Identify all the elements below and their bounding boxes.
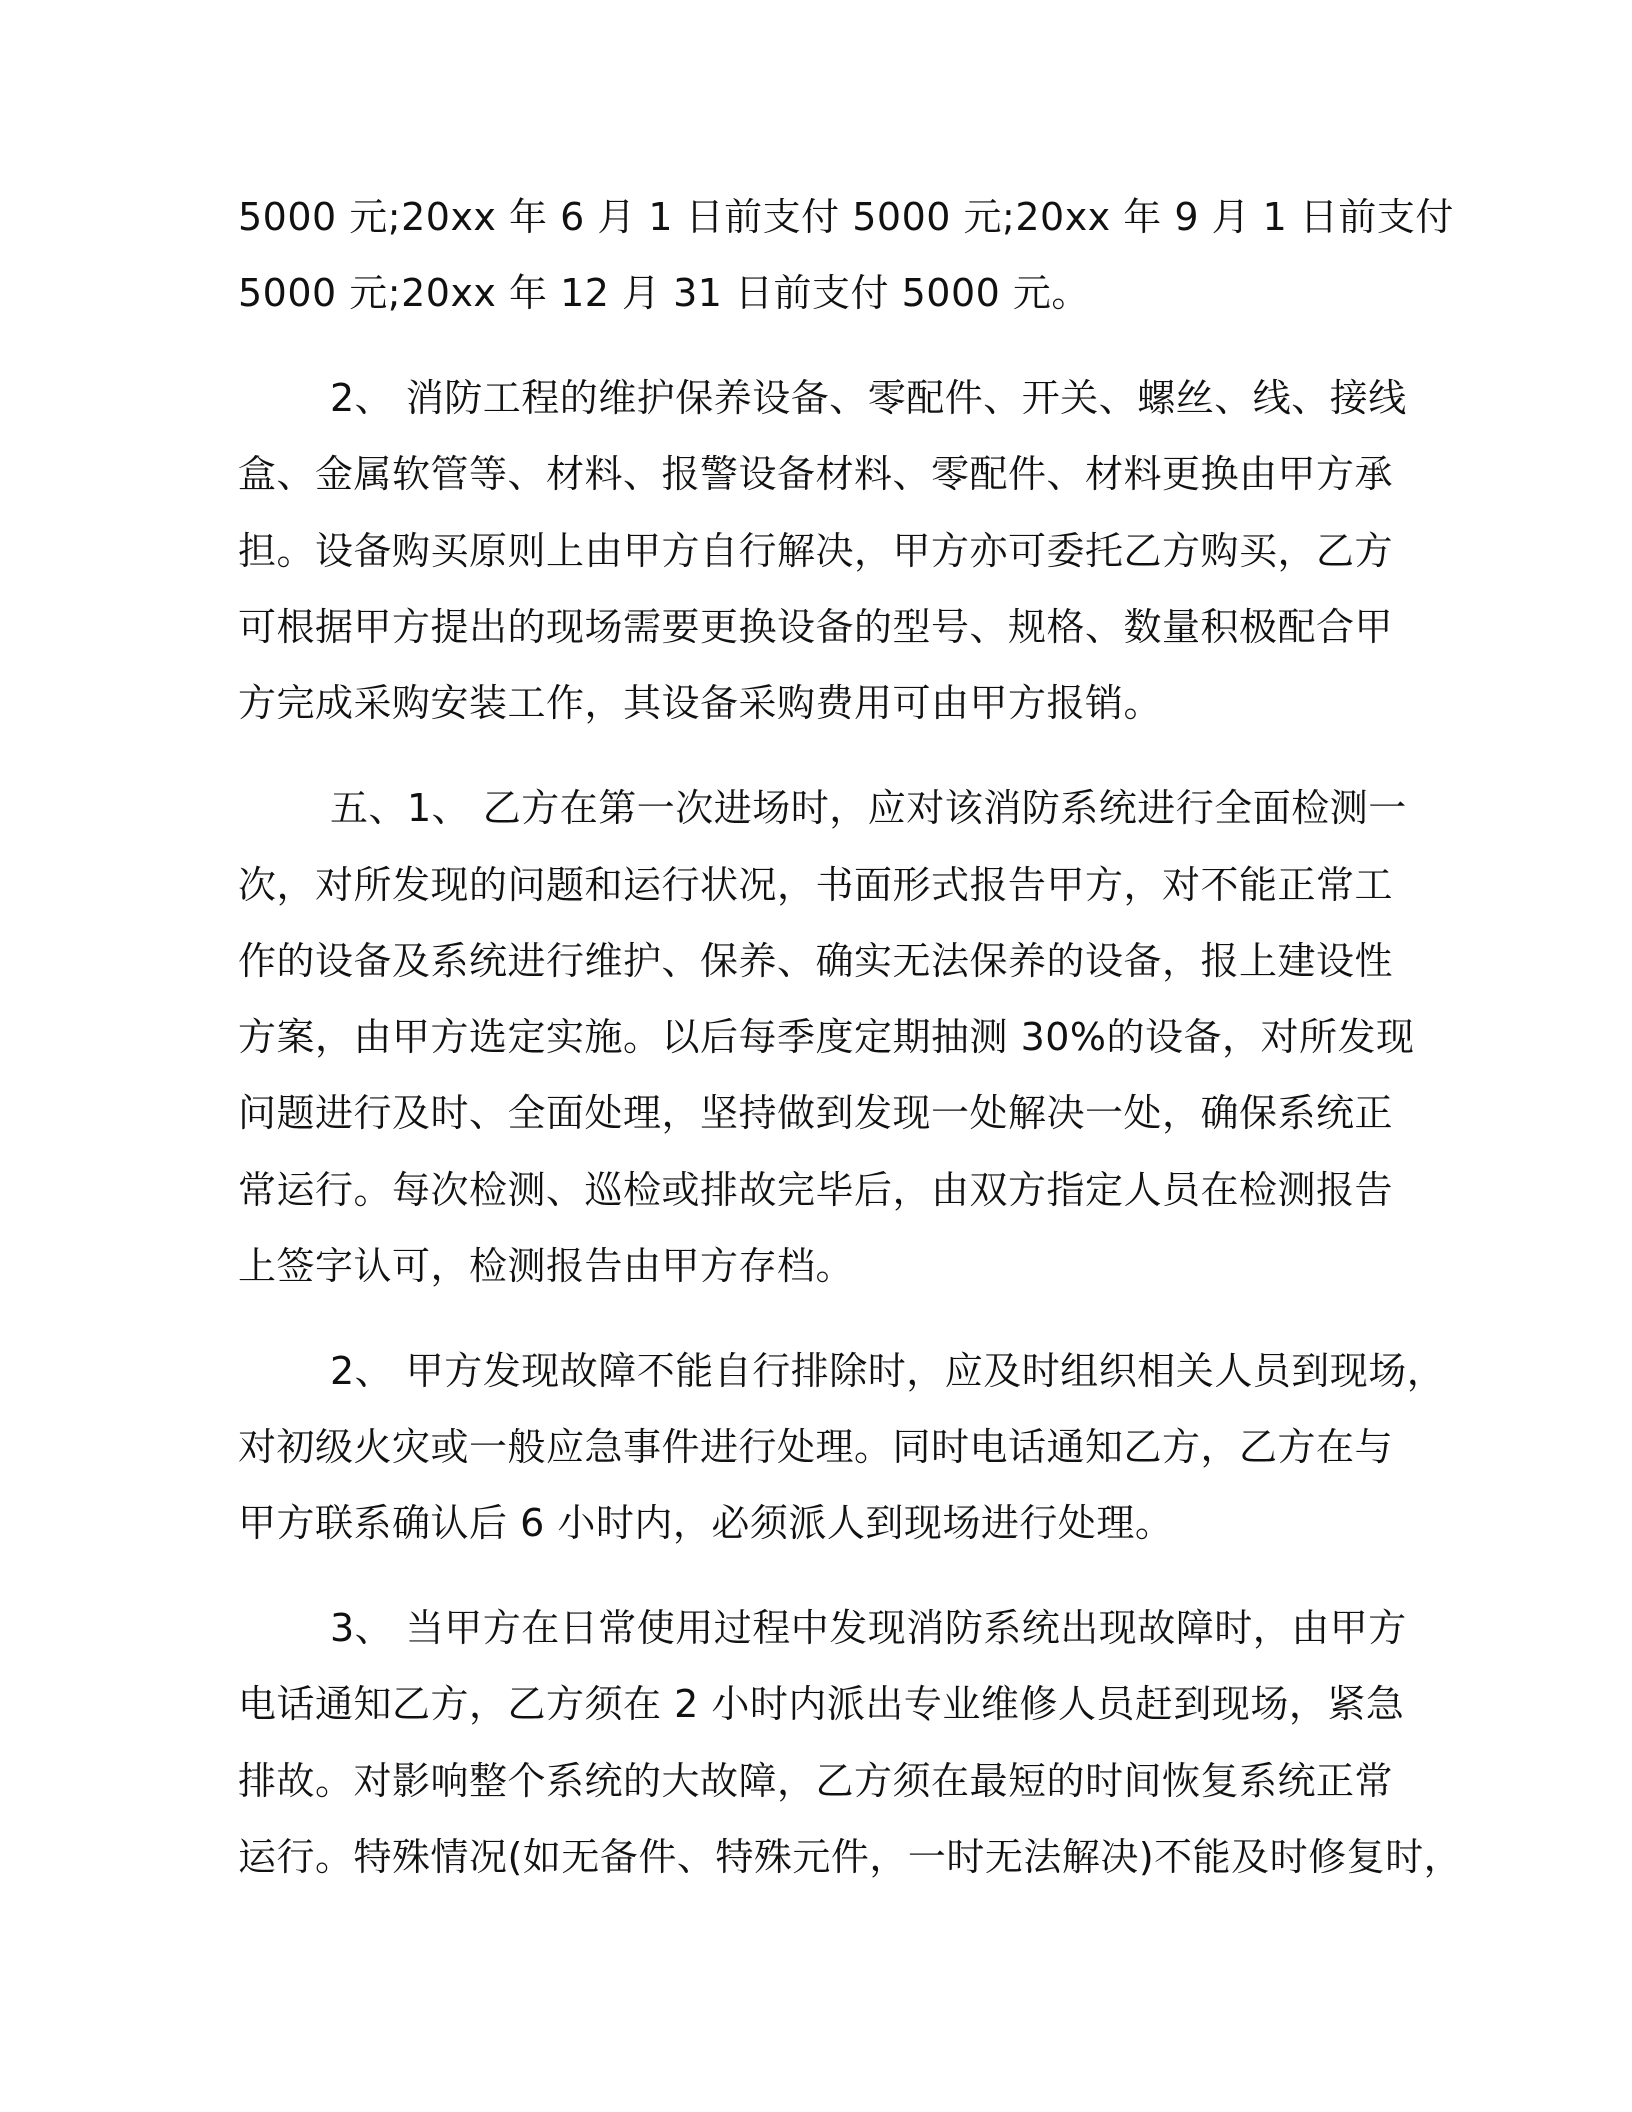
text-line: 对初级火灾或一般应急事件进行处理。同时电话通知乙方，乙方在与 [238, 1425, 1394, 1469]
text-line: 排故。对影响整个系统的大故障，乙方须在最短的时间恢复系统正常 [238, 1759, 1394, 1803]
text-line: 上签字认可，检测报告由甲方存档。 [238, 1244, 855, 1288]
text-line: 5000 元;20xx 年 12 月 31 日前支付 5000 元。 [238, 271, 1090, 315]
text-line: 2、 消防工程的维护保养设备、零配件、开关、螺丝、线、接线 [330, 376, 1407, 420]
text-line: 方完成采购安装工作，其设备采购费用可由甲方报销。 [238, 681, 1163, 725]
text-line: 次，对所发现的问题和运行状况，书面形式报告甲方，对不能正常工 [238, 863, 1394, 907]
text-line: 2、 甲方发现故障不能自行排除时，应及时组织相关人员到现场， [330, 1349, 1446, 1393]
text-line: 5000 元;20xx 年 6 月 1 日前支付 5000 元;20xx 年 9 月 1 日前支付 [238, 195, 1454, 239]
text-line: 3、 当甲方在日常使用过程中发现消防系统出现故障时，由甲方 [330, 1606, 1407, 1650]
text-line: 作的设备及系统进行维护、保养、确实无法保养的设备，报上建设性 [238, 939, 1394, 983]
text-line: 可根据甲方提出的现场需要更换设备的型号、规格、数量积极配合甲 [238, 605, 1394, 649]
text-line: 担。设备购买原则上由甲方自行解决，甲方亦可委托乙方购买，乙方 [238, 529, 1394, 573]
text-line: 常运行。每次检测、巡检或排故完毕后，由双方指定人员在检测报告 [238, 1168, 1394, 1212]
text-line: 电话通知乙方，乙方须在 2 小时内派出专业维修人员赶到现场，紧急 [238, 1682, 1405, 1726]
text-line: 盒、金属软管等、材料、报警设备材料、零配件、材料更换由甲方承 [238, 452, 1394, 496]
text-line: 方案，由甲方选定实施。以后每季度定期抽测 30%的设备，对所发现 [238, 1015, 1415, 1059]
text-line: 甲方联系确认后 6 小时内，必须派人到现场进行处理。 [238, 1501, 1174, 1545]
text-line: 五、1、 乙方在第一次进场时，应对该消防系统进行全面检测一 [330, 786, 1407, 830]
text-line: 运行。特殊情况(如无备件、特殊元件，一时无法解决)不能及时修复时， [238, 1835, 1463, 1879]
text-line: 问题进行及时、全面处理，坚持做到发现一处解决一处，确保系统正 [238, 1091, 1394, 1135]
